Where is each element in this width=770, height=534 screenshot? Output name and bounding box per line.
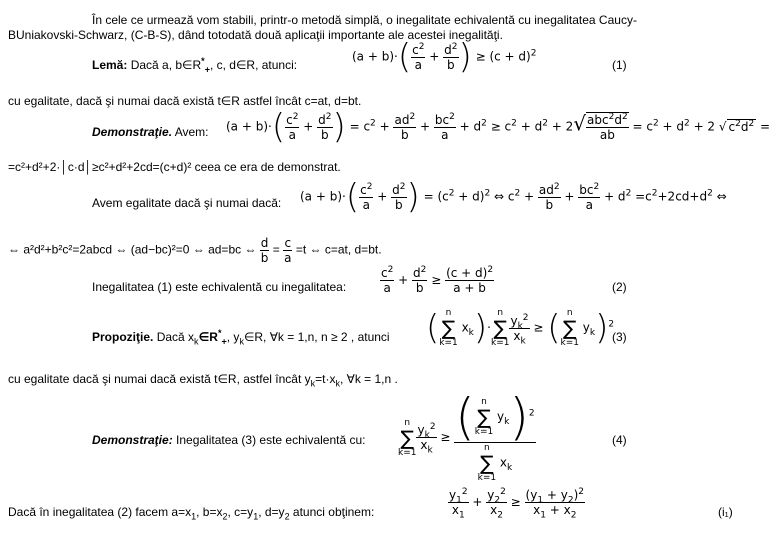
prop-text-a: Dacă x xyxy=(156,330,195,344)
equality-line-2: ⇔ a²d²+b²c²=2abcd ⇔ (ad−bc)²=0 ⇔ ad=bc ⇔ $\frac{d}{b}$ = $\frac{c}{a}$ =t ⇔ c=at, d=bt. xyxy=(8,236,382,265)
prop-cond-b: =t·x xyxy=(315,372,336,386)
eq-number-1: (1) xyxy=(612,58,627,72)
prop-cond-a: cu egalitate dacă şi numai dacă există t∈R, astfel încât y xyxy=(8,372,311,386)
intro-line-2: BUniakovski-Schwarz, (C-B-S), dând totodată două aplicaţii importante ale acestei inegalităţi. xyxy=(8,28,503,42)
final-text-b: , b=x xyxy=(196,505,223,519)
demo2-text: Inegalitatea (3) este echivalentă cu: xyxy=(176,433,366,447)
lema-text-b: , c, d∈R, atunci: xyxy=(209,58,298,72)
final-line: Dacă în inegalitatea (2) facem $a=x_1$, $b=x_2$, $c=y_1$, $d=y_2$ atunci obţinem: xyxy=(8,505,375,522)
demo1-line xyxy=(92,125,209,139)
demo1-formula: (a + b)·( $\frac{c^2}{a}$ + $\frac{d^2}{b}$ ) = $c^2$ + $\frac{ad^2}{b}$ + $\frac{bc^2}{a}$ + $d^2 \ge c^2 + d^2 + 2√$ $\frac{abc^2d^2}{ab}$ = $c^2 + d^2 + 2$ √ $c^2d^2$ = xyxy=(226,107,770,147)
lema-line: Lemă: Dacă a, $b\in R^*_+$, c, d∈R, atunci: xyxy=(92,56,298,75)
equality-formula: (a + b)·( $\frac{c^2}{a}$ + $\frac{d^2}{b}$ ) = $(c^2 + d)^2$ ⇔ $c^2$ + $\frac{ad^2}{b}$ + $\frac{bc^2}{a}$ + $d^2 =c^2+2cd+d^2$ ⇔ xyxy=(300,177,727,217)
demo1-label: Demonstraţie. xyxy=(92,125,173,139)
ineq2-formula: $\frac{c^2}{a}$ + $\frac{d^2}{b}$ ≥ $\frac{(c + d)^2}{a + b}$ xyxy=(381,265,494,295)
final-text-c: , c=y xyxy=(227,505,254,519)
final-formula: $\frac{y_1^2}{x_1}$ + $\frac{y_2^2}{x_2}$ ≥ $\frac{(y_1 + y_2)^2}{x_1 + x_2}$ xyxy=(449,487,585,521)
prop-line: Propoziţie. Dacă $x_k\in R^*_+$, $y_k\in R$, ∀k = 1,n, n ≥ 2 , atunci xyxy=(92,328,390,347)
eq-number-3: (3) xyxy=(612,330,627,344)
ineq2-text: Inegalitatea (1) este echivalentă cu inegalitatea: xyxy=(92,280,347,294)
prop-text-c: , y xyxy=(226,330,240,344)
equality-text: Avem egalitate dacă şi numai dacă: xyxy=(92,196,282,210)
eq-number-i1: (i₁) xyxy=(718,505,733,519)
demo1-avem: Avem: xyxy=(174,125,209,139)
demo2-line xyxy=(92,433,365,447)
final-text-a: Dacă în inegalitatea (2) facem a=x xyxy=(8,505,192,519)
prop-label: Propoziţie. xyxy=(92,330,154,344)
demo2-formula: n ∑ k=1 $\frac{y_k^2}{x_k}$ ≥ ( n ∑ k=1 $y_k)^2$ n ∑ k=1 $x_k$ xyxy=(398,388,535,483)
final-text-d: , d=y xyxy=(258,505,285,519)
lema-formula: (a + b)·( $\frac{c^2}{a}$ + $\frac{d^2}{b}$ ) ≥ $(c + d)^2$ xyxy=(352,37,537,77)
equality-line-2a: ⇔ a²d²+b²c²=2abcd ⇔ (ad−bc)²=0 ⇔ ad=bc ⇔ xyxy=(8,242,257,257)
prop-condition: cu egalitate dacă şi numai dacă există t∈R, astfel încât $y_k=t\cdot x_k$, ∀k = 1,n . xyxy=(8,372,398,389)
prop-text-b: ∈R xyxy=(198,330,218,344)
demo1-line-2: =c²+d²+2·│c·d│≥c²+d²+2cd=(c+d)² ceea ce era de demonstrat. xyxy=(8,160,341,174)
eq-number-2: (2) xyxy=(612,280,627,294)
prop-text-d: ∈R, ∀k = 1,n, n ≥ 2 , atunci xyxy=(243,330,390,344)
lema-label: Lemă: xyxy=(92,58,128,72)
intro-line-1: În cele ce urmează vom stabili, printr-o metodă simplă, o inegalitate echivalentă cu inegalitatea Caucy- xyxy=(92,13,637,27)
prop-cond-c: , ∀k = 1,n . xyxy=(339,372,398,386)
final-text-e: atunci obţinem: xyxy=(289,505,375,519)
demo2-label: Demonstraţie: xyxy=(92,433,173,447)
eq-number-4: (4) xyxy=(612,433,627,447)
equality-line-2b: =t ⇔ c=at, d=bt. xyxy=(295,242,382,257)
prop-formula: ( n ∑ k=1 $x_k)\cdot n$ ∑ k=1 $\frac{y_k^2}{x_k}$ ≥ ( n ∑ k=1 $y_k)^2$ xyxy=(426,308,615,348)
lema-text-a: Dacă a, b∈R xyxy=(130,58,202,72)
lema-condition: cu egalitate, dacă şi numai dacă există t∈R astfel încât c=at, d=bt. xyxy=(8,94,362,108)
